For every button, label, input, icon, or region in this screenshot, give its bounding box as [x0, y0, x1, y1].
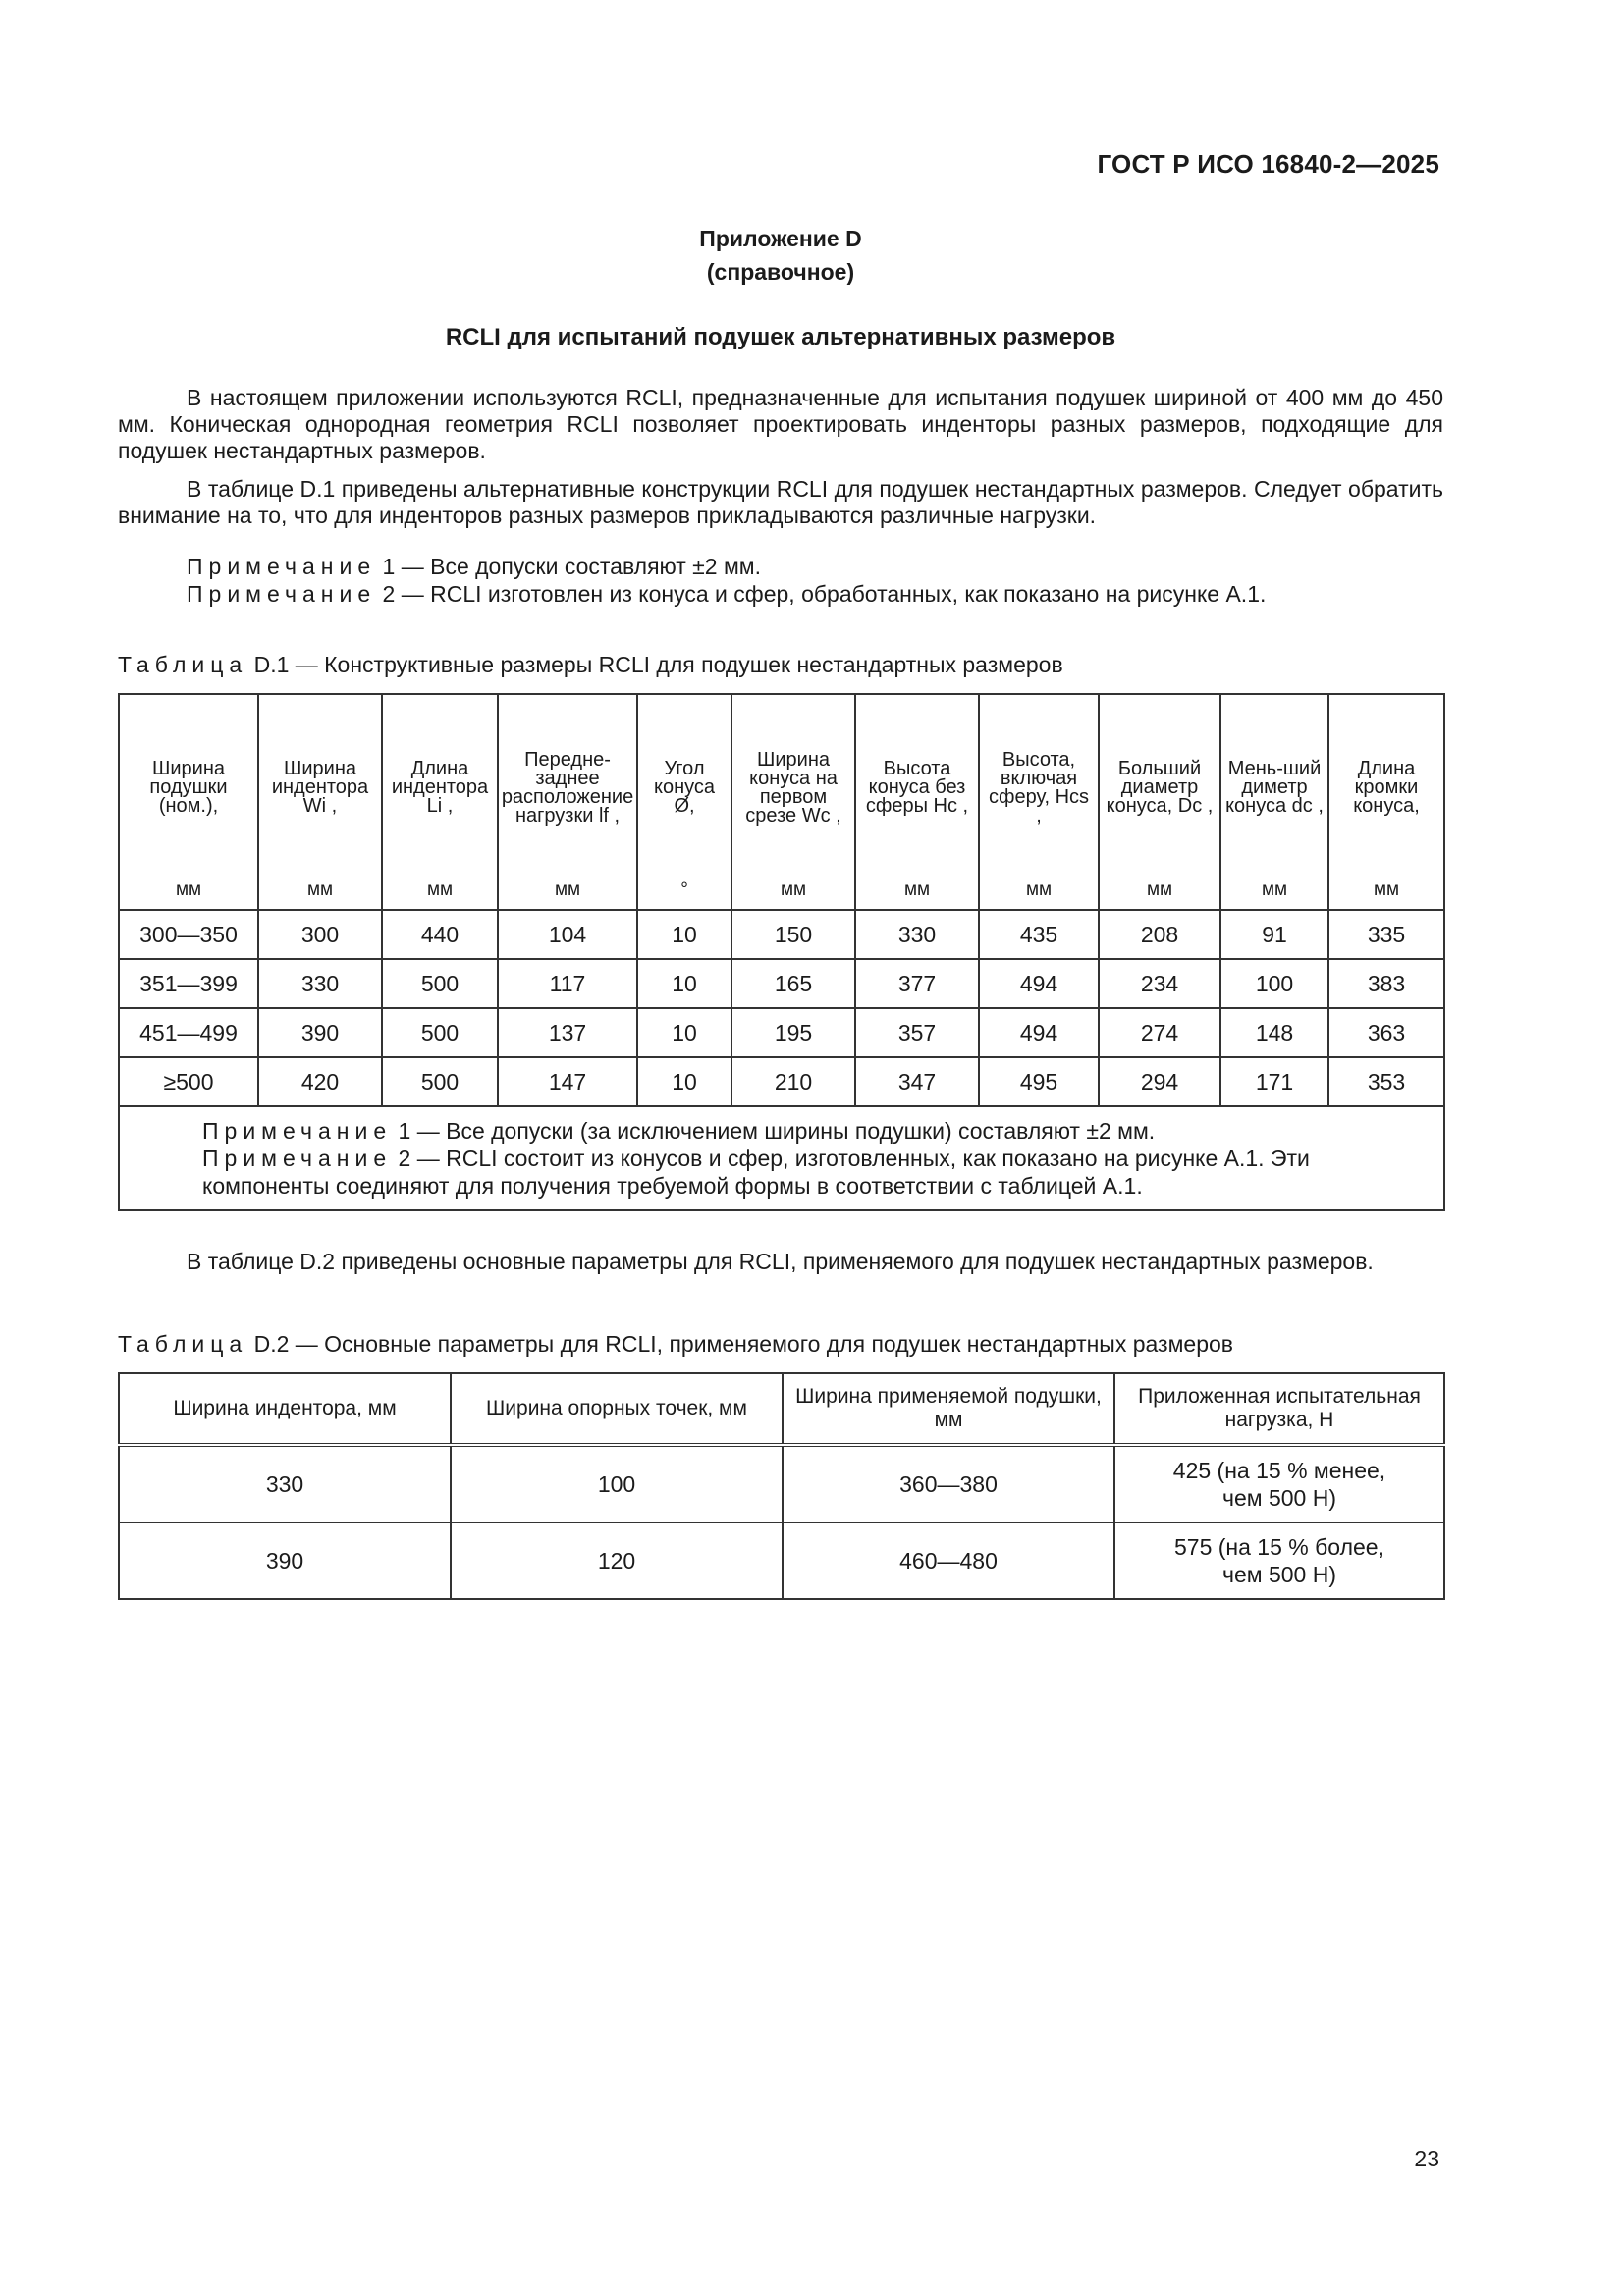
paragraph-table-ref	[118, 476, 1443, 529]
table-cell: 363	[1328, 1008, 1444, 1057]
table-cell: 117	[498, 959, 637, 1008]
note-label: Примечание	[187, 581, 377, 607]
note-text: 2 — RCLI состоит из конусов и сфер, изготовленных, как показано на рисунке А.1. Эти компоненты соединяют для получения требуемой формы в соответствии с таблицей А.1.	[202, 1146, 1310, 1199]
note-item	[202, 1117, 1432, 1145]
column-header: Ширина индентора Wi , мм	[258, 694, 382, 910]
section-title: RCLI для испытаний подушек альтернативных размеров	[445, 324, 1116, 350]
table-cell: 494	[979, 959, 1099, 1008]
caption-label: Таблица	[118, 1331, 248, 1357]
table2-caption	[118, 1331, 1233, 1358]
table-cell: 390	[119, 1522, 451, 1599]
table-cell: ≥500	[119, 1057, 258, 1106]
table-cell: 91	[1220, 910, 1328, 959]
column-header: Передне-заднее расположение нагрузки lf , мм	[498, 694, 637, 910]
column-header: Ширина применяемой подушки, мм	[783, 1373, 1114, 1445]
paragraph-text: В таблице D.1 приведены альтернативные конструкции RCLI для подушек нестандартных размеров. Следует обратить внимание на то, что для инденторов разных размеров прикладываются различные нагрузки.	[118, 476, 1443, 528]
table-cell: 383	[1328, 959, 1444, 1008]
column-header: Высота конуса без сферы Hc , мм	[855, 694, 979, 910]
table-cell: 353	[1328, 1057, 1444, 1106]
note-item	[202, 1145, 1432, 1200]
annex-subtitle: (справочное)	[706, 259, 855, 285]
table-cell: 500	[382, 959, 498, 1008]
table-cell: 435	[979, 910, 1099, 959]
column-header: Длина кромки конуса, мм	[1328, 694, 1444, 910]
table-cell: 425 (на 15 % менее, чем 500 Н)	[1114, 1445, 1444, 1522]
paragraph-text: В таблице D.2 приведены основные параметры для RCLI, применяемого для подушек нестандартных размеров.	[187, 1249, 1374, 1274]
table-row	[119, 959, 1444, 1008]
table-row	[119, 1445, 1444, 1522]
table-cell: 494	[979, 1008, 1099, 1057]
table-cell: 294	[1099, 1057, 1220, 1106]
table-cell: 120	[451, 1522, 783, 1599]
table-d1	[118, 693, 1445, 1211]
note-label: Примечание	[202, 1146, 393, 1171]
table-cell: 104	[498, 910, 637, 959]
table-cell: 357	[855, 1008, 979, 1057]
caption-text: D.1 — Конструктивные размеры RCLI для подушек нестандартных размеров	[253, 652, 1063, 677]
column-header: Мень-ший диметр конуса dc , мм	[1220, 694, 1328, 910]
caption-label: Таблица	[118, 652, 248, 677]
note-label: Примечание	[187, 554, 377, 579]
table-cell: 100	[1220, 959, 1328, 1008]
table-cell: 377	[855, 959, 979, 1008]
table-cell: 100	[451, 1445, 783, 1522]
table-row	[119, 1057, 1444, 1106]
table-cell: 390	[258, 1008, 382, 1057]
table-notes-cell	[119, 1106, 1444, 1210]
column-header: Ширина подушки (ном.), мм	[119, 694, 258, 910]
table-header-row	[119, 694, 1444, 910]
table-cell: 171	[1220, 1057, 1328, 1106]
column-header: Высота, включая сферу, Hcs , мм	[979, 694, 1099, 910]
table-cell: 234	[1099, 959, 1220, 1008]
paragraph-intro	[118, 385, 1443, 464]
caption-text: D.2 — Основные параметры для RCLI, применяемого для подушек нестандартных размеров	[253, 1331, 1234, 1357]
table-cell: 150	[731, 910, 855, 959]
table-notes-row	[119, 1106, 1444, 1210]
table-cell: 137	[498, 1008, 637, 1057]
table-cell: 335	[1328, 910, 1444, 959]
table-row	[119, 1008, 1444, 1057]
table-cell: 500	[382, 1008, 498, 1057]
table-cell: 208	[1099, 910, 1220, 959]
table-row	[119, 910, 1444, 959]
table-cell: 451—499	[119, 1008, 258, 1057]
table-cell: 360—380	[783, 1445, 1114, 1522]
note-text: 1 — Все допуски составляют ±2 мм.	[382, 554, 762, 579]
table-cell: 148	[1220, 1008, 1328, 1057]
note-label: Примечание	[202, 1118, 393, 1144]
page-number: 23	[1414, 2146, 1439, 2171]
note-item	[187, 553, 1443, 580]
table-cell: 330	[258, 959, 382, 1008]
table-cell: 500	[382, 1057, 498, 1106]
notes-block	[187, 553, 1443, 608]
column-header: Угол конуса Ø, °	[637, 694, 731, 910]
table-cell: 460—480	[783, 1522, 1114, 1599]
note-text: 1 — Все допуски (за исключением ширины подушки) составляют ±2 мм.	[398, 1118, 1156, 1144]
column-header: Приложенная испытательная нагрузка, Н	[1114, 1373, 1444, 1445]
table-header-row	[119, 1373, 1444, 1445]
table-cell: 420	[258, 1057, 382, 1106]
paragraph-text: В настоящем приложении используются RCLI, предназначенные для испытания подушек шириной от 400 мм до 450 мм. Коническая однородная геометрия RCLI позволяет проектировать инденторы разных размеров, подходящие для подушек нестандартных размеров.	[118, 385, 1443, 463]
annex-title: Приложение D	[699, 226, 862, 251]
column-header: Длина индентора Li , мм	[382, 694, 498, 910]
note-text: 2 — RCLI изготовлен из конуса и сфер, обработанных, как показано на рисунке А.1.	[382, 581, 1267, 607]
column-header: Ширина конуса на первом срезе Wc , мм	[731, 694, 855, 910]
document-code-header: ГОСТ Р ИСО 16840-2—2025	[1097, 149, 1439, 179]
table-cell: 440	[382, 910, 498, 959]
table-cell: 495	[979, 1057, 1099, 1106]
table-cell: 210	[731, 1057, 855, 1106]
table-cell: 300—350	[119, 910, 258, 959]
table-cell: 195	[731, 1008, 855, 1057]
table-cell: 10	[637, 1008, 731, 1057]
table-cell: 330	[855, 910, 979, 959]
paragraph-table2-ref	[118, 1249, 1443, 1275]
table-cell: 10	[637, 959, 731, 1008]
column-header: Больший диаметр конуса, Dc , мм	[1099, 694, 1220, 910]
table-cell: 300	[258, 910, 382, 959]
table-cell: 147	[498, 1057, 637, 1106]
table-cell: 330	[119, 1445, 451, 1522]
table-cell: 347	[855, 1057, 979, 1106]
note-item	[187, 580, 1443, 608]
table-cell: 165	[731, 959, 855, 1008]
column-header: Ширина опорных точек, мм	[451, 1373, 783, 1445]
table-cell: 351—399	[119, 959, 258, 1008]
table1-caption	[118, 652, 1063, 678]
table-cell: 10	[637, 1057, 731, 1106]
table-cell: 274	[1099, 1008, 1220, 1057]
table-row	[119, 1522, 1444, 1599]
column-header: Ширина индентора, мм	[119, 1373, 451, 1445]
table-d2	[118, 1372, 1445, 1600]
table-cell: 575 (на 15 % более, чем 500 Н)	[1114, 1522, 1444, 1599]
table-cell: 10	[637, 910, 731, 959]
